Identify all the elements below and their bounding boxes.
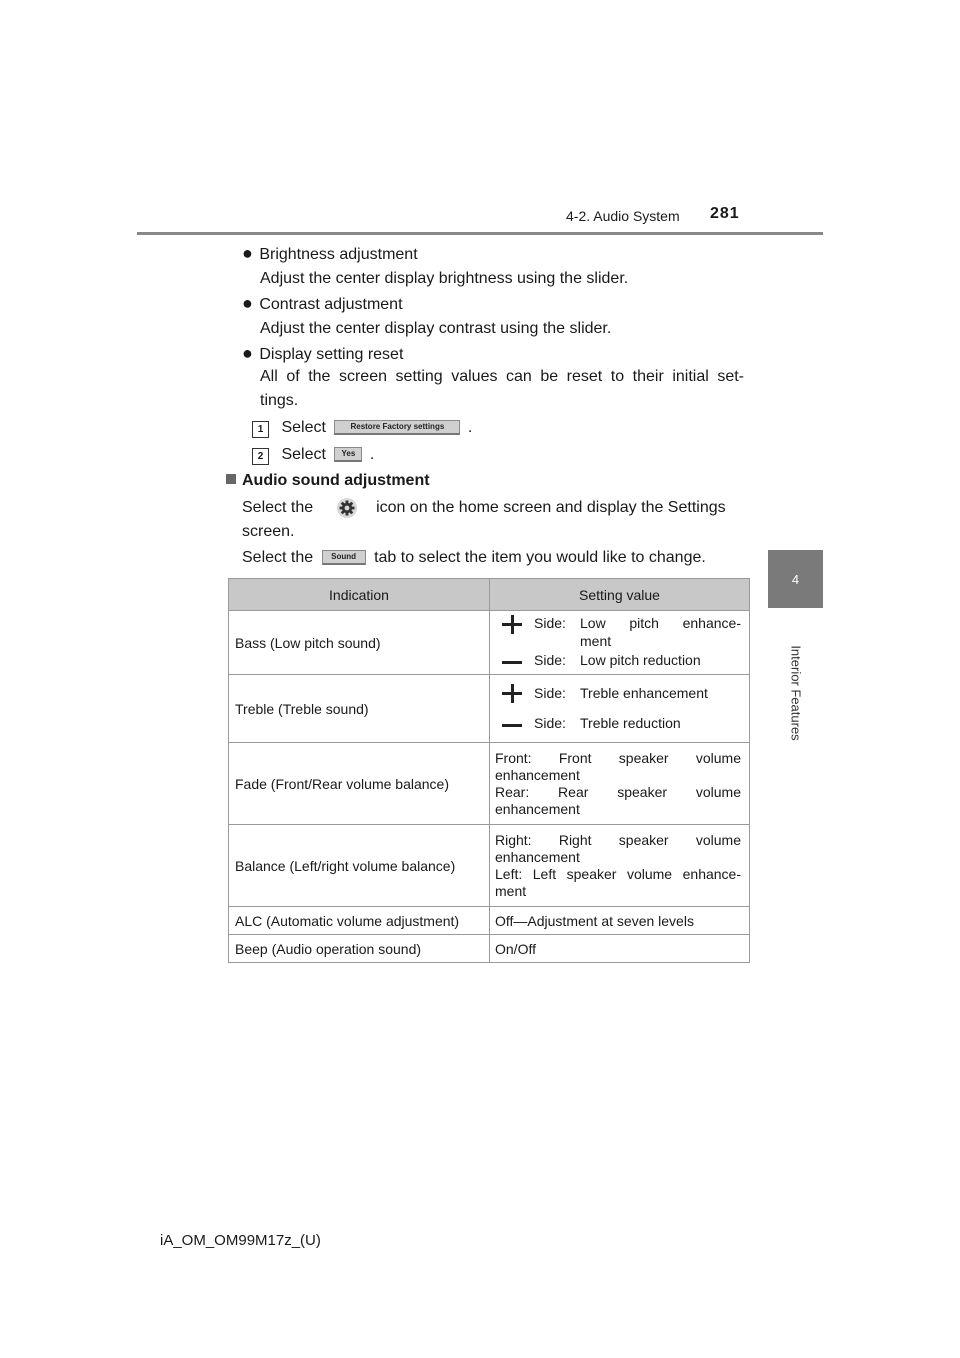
indication-cell: Beep (Audio operation sound) (229, 935, 490, 963)
item-display-reset (242, 341, 403, 367)
item-brightness (242, 241, 418, 267)
minus-icon (490, 651, 534, 669)
setting-cell (490, 675, 750, 743)
item-title: Brightness adjustment (259, 246, 418, 263)
indication-cell: Balance (Left/right volume balance) (229, 825, 490, 907)
plus-setting (490, 615, 741, 633)
item-desc: Adjust the center display brightness using the slider. (260, 270, 629, 287)
audio-line-1 (242, 496, 726, 520)
chapter-tab-title-text: Interior Features (788, 645, 803, 741)
fade-rear-cont: enhancement (495, 800, 580, 817)
table-row (229, 675, 750, 743)
column-header: Indication (229, 579, 490, 611)
plus-setting-cont (490, 633, 741, 651)
gear-icon (336, 497, 358, 519)
audio-text: tab to select the item you would like to change. (374, 549, 706, 566)
minus-setting (490, 714, 741, 733)
step-prefix: Select (281, 446, 326, 463)
plus-value-cont: ment (580, 633, 612, 649)
audio-line-2: screen. (242, 523, 295, 540)
section-title: 4-2. Audio System (566, 208, 680, 224)
page-number: 281 (710, 205, 740, 222)
fade-rear: Rear: Rear speaker volume (495, 783, 741, 800)
side-label: Side: (534, 685, 566, 701)
plus-value: Low pitch enhance- (580, 615, 741, 631)
side-label: Side: (534, 652, 566, 668)
table-header-row (229, 579, 750, 611)
balance-right: Right: Right speaker volume (495, 831, 741, 848)
chapter-tab-title (768, 608, 823, 778)
side-label: Side: (534, 715, 566, 731)
audio-line-3 (242, 546, 706, 570)
step-suffix: . (369, 446, 375, 463)
column-header: Setting value (490, 579, 750, 611)
step-number: 1 (252, 421, 269, 438)
minus-value: Treble reduction (580, 715, 681, 731)
setting-cell: On/Off (490, 935, 750, 963)
step-1 (252, 416, 472, 440)
minus-setting (490, 651, 741, 670)
setting-cell (490, 825, 750, 907)
square-bullet-icon (226, 474, 236, 484)
bullet-icon: ● (242, 243, 253, 263)
setting-cell: Off—Adjustment at seven levels (490, 907, 750, 935)
balance-left-cont: ment (495, 882, 527, 899)
table-row (229, 611, 750, 675)
step-prefix: Select (281, 419, 326, 436)
audio-heading-text: Audio sound adjustment (242, 472, 430, 489)
balance-left: Left: Left speaker volume enhance- (495, 865, 741, 882)
minus-icon (490, 714, 534, 732)
audio-text: icon on the home screen and display the Settings (376, 499, 726, 516)
plus-value: Treble enhancement (580, 685, 708, 701)
step-suffix: . (467, 419, 473, 436)
side-label: Side: (534, 615, 566, 631)
indication-cell: Fade (Front/Rear volume balance) (229, 743, 490, 825)
table-row (229, 825, 750, 907)
minus-value: Low pitch reduction (580, 652, 701, 668)
step-2 (252, 443, 374, 467)
fade-front-cont: enhancement (495, 766, 580, 783)
item-desc: Adjust the center display contrast using the slider. (260, 320, 612, 337)
spacer (490, 633, 534, 651)
indication-cell: ALC (Automatic volume adjustment) (229, 907, 490, 935)
audio-heading (226, 469, 430, 493)
table-row (229, 935, 750, 963)
item-title: Display setting reset (259, 346, 404, 363)
chapter-tab-number: 4 (768, 550, 823, 608)
table-row (229, 743, 750, 825)
plus-setting (490, 684, 741, 703)
table-row (229, 907, 750, 935)
yes-button: Yes (334, 447, 362, 462)
fade-front: Front: Front speaker volume (495, 749, 741, 766)
sound-settings-table (228, 578, 750, 963)
balance-right-cont: enhancement (495, 848, 580, 865)
bullet-icon: ● (242, 343, 253, 363)
bullet-icon: ● (242, 293, 253, 313)
indication-cell: Bass (Low pitch sound) (229, 611, 490, 675)
item-desc-cont: tings. (260, 392, 299, 409)
audio-text: Select the (242, 499, 314, 516)
header-rule (137, 232, 823, 235)
plus-icon (490, 615, 534, 633)
plus-icon (490, 684, 534, 702)
document-code: iA_OM_OM99M17z_(U) (160, 1232, 321, 1249)
restore-factory-settings-button: Restore Factory settings (334, 420, 460, 435)
audio-text: Select the (242, 549, 314, 566)
setting-cell (490, 743, 750, 825)
item-desc: All of the screen setting values can be reset to their initial set- (260, 368, 744, 385)
setting-cell (490, 611, 750, 675)
sound-tab-button: Sound (322, 550, 366, 565)
item-contrast (242, 291, 403, 317)
item-title: Contrast adjustment (259, 296, 403, 313)
indication-cell: Treble (Treble sound) (229, 675, 490, 743)
step-number: 2 (252, 448, 269, 465)
